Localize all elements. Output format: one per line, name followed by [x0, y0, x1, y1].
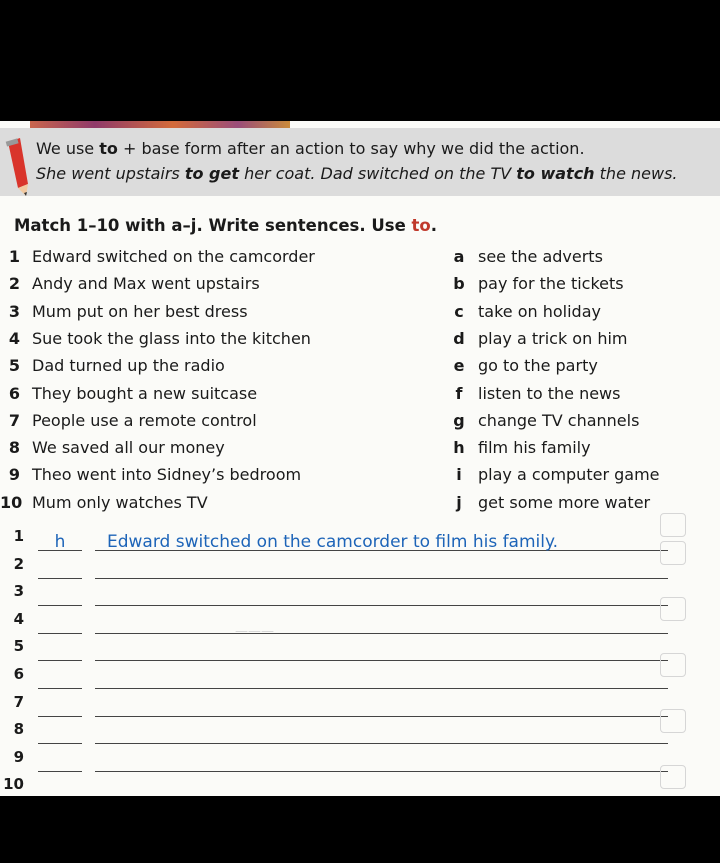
answer-number: 5 [13, 637, 24, 656]
item-letter: i [456, 465, 462, 485]
item-number: 7 [8, 410, 20, 430]
item-number: 1 [8, 247, 20, 266]
letter-blank[interactable] [38, 583, 82, 606]
item-text: Dad turned up the radio [32, 356, 225, 376]
action-item [0, 411, 440, 435]
action-item [0, 302, 440, 326]
item-text: pay for the tickets [478, 274, 624, 294]
item-letter: f [455, 383, 463, 403]
answer-row [0, 748, 720, 774]
answer-number: 9 [13, 747, 24, 766]
item-number: 5 [8, 356, 20, 376]
item-letter: c [454, 301, 464, 321]
letter-blank[interactable] [38, 556, 82, 579]
item-letter: g [453, 410, 465, 430]
action-item [0, 274, 440, 298]
item-text: see the adverts [478, 247, 603, 266]
item-number: 2 [8, 274, 20, 294]
answer-number: 1 [13, 527, 24, 545]
letter-blank[interactable] [38, 721, 82, 744]
sentence-blank[interactable] [95, 721, 668, 744]
item-letter: b [453, 274, 465, 294]
item-text: play a trick on him [478, 328, 628, 348]
item-text: film his family [478, 438, 591, 458]
show-through-box [660, 765, 686, 789]
show-through-box [660, 653, 686, 677]
action-item [0, 247, 440, 271]
purpose-item [452, 274, 712, 298]
illustration-strip [30, 121, 290, 128]
letter-blank[interactable] [38, 638, 82, 661]
item-number: 6 [8, 383, 20, 403]
purpose-item [452, 411, 712, 435]
letter-blank[interactable] [38, 528, 82, 551]
sentence-blank[interactable] [95, 583, 668, 606]
item-text: People use a remote control [32, 410, 257, 430]
show-through-box [660, 541, 686, 565]
purpose-item [452, 329, 712, 353]
answer-letter: h [54, 532, 66, 552]
action-item [0, 493, 440, 517]
item-letter: a [453, 247, 465, 266]
answer-number: 4 [13, 609, 24, 628]
item-number: 8 [8, 438, 20, 458]
item-letter: j [456, 492, 462, 512]
purpose-item [452, 384, 712, 408]
letter-blank[interactable] [38, 666, 82, 689]
item-letter: d [453, 328, 465, 348]
item-text: change TV channels [478, 410, 640, 430]
item-text: play a computer game [478, 465, 660, 485]
answer-row [0, 720, 720, 746]
show-through-box [660, 597, 686, 621]
answer-row [0, 555, 720, 581]
purpose-item [452, 465, 712, 489]
action-item [0, 465, 440, 489]
item-text: take on holiday [478, 301, 601, 321]
item-text: Mum only watches TV [32, 492, 208, 512]
item-text: Theo went into Sidney’s bedroom [32, 465, 302, 485]
sentence-blank[interactable] [95, 556, 668, 579]
item-text: We saved all our money [32, 438, 225, 458]
show-through-text: ——— [235, 624, 274, 639]
purpose-item [452, 356, 712, 380]
show-through-box [660, 709, 686, 733]
answer-row [0, 665, 720, 691]
item-number: 10 [0, 492, 23, 512]
item-letter: h [453, 438, 465, 458]
item-text: Andy and Max went upstairs [32, 274, 260, 294]
answer-number: 3 [13, 582, 24, 601]
item-text: Mum put on her best dress [32, 301, 248, 321]
sentence-blank[interactable] [95, 611, 668, 634]
sentence-blank[interactable] [95, 749, 668, 772]
action-item [0, 438, 440, 462]
answer-row [0, 775, 720, 796]
answer-row [0, 693, 720, 719]
answer-row [0, 610, 720, 636]
show-through-box [660, 513, 686, 537]
letter-blank[interactable] [38, 749, 82, 772]
sentence-blank[interactable] [95, 638, 668, 661]
answer-row [0, 527, 720, 553]
item-text: listen to the news [478, 383, 621, 403]
sentence-blank[interactable] [95, 666, 668, 689]
item-text: They bought a new suitcase [32, 383, 258, 403]
sentence-blank[interactable] [95, 776, 668, 796]
example-text: She went upstairs to get her coat. Dad switched on the TV to watch the news. [36, 164, 678, 183]
item-text: get some more water [478, 492, 651, 512]
answer-number: 6 [13, 665, 24, 683]
rule-text: We use to + base form after an action to say why we did the action. [36, 139, 585, 158]
answer-row [0, 582, 720, 608]
answer-number: 7 [13, 692, 24, 711]
action-item [0, 356, 440, 380]
letter-blank[interactable] [38, 776, 82, 796]
item-text: go to the party [478, 356, 598, 376]
pencil-icon [2, 138, 28, 204]
answer-sentence: Edward switched on the camcorder to film his family. [107, 532, 559, 552]
worksheet-page [0, 121, 720, 796]
exercise-instruction: Match 1–10 with a–j. Write sentences. Use to. [14, 216, 438, 235]
letter-blank[interactable] [38, 694, 82, 717]
answer-number: 8 [13, 720, 24, 739]
action-item [0, 329, 440, 353]
item-text: Sue took the glass into the kitchen [32, 328, 311, 348]
purpose-item [452, 302, 712, 326]
item-number: 9 [8, 465, 20, 485]
item-text: Edward switched on the camcorder [32, 247, 315, 266]
item-letter: e [453, 356, 465, 376]
item-number: 4 [8, 328, 20, 348]
letter-blank[interactable] [38, 611, 82, 634]
action-item [0, 384, 440, 408]
sentence-blank[interactable] [95, 528, 668, 551]
grammar-box [0, 128, 720, 196]
item-number: 3 [8, 301, 20, 321]
purpose-item [452, 438, 712, 462]
purpose-item [452, 247, 712, 271]
answer-row [0, 637, 720, 663]
sentence-blank[interactable] [95, 694, 668, 717]
answer-number: 10 [3, 775, 24, 794]
answer-number: 2 [13, 554, 24, 573]
